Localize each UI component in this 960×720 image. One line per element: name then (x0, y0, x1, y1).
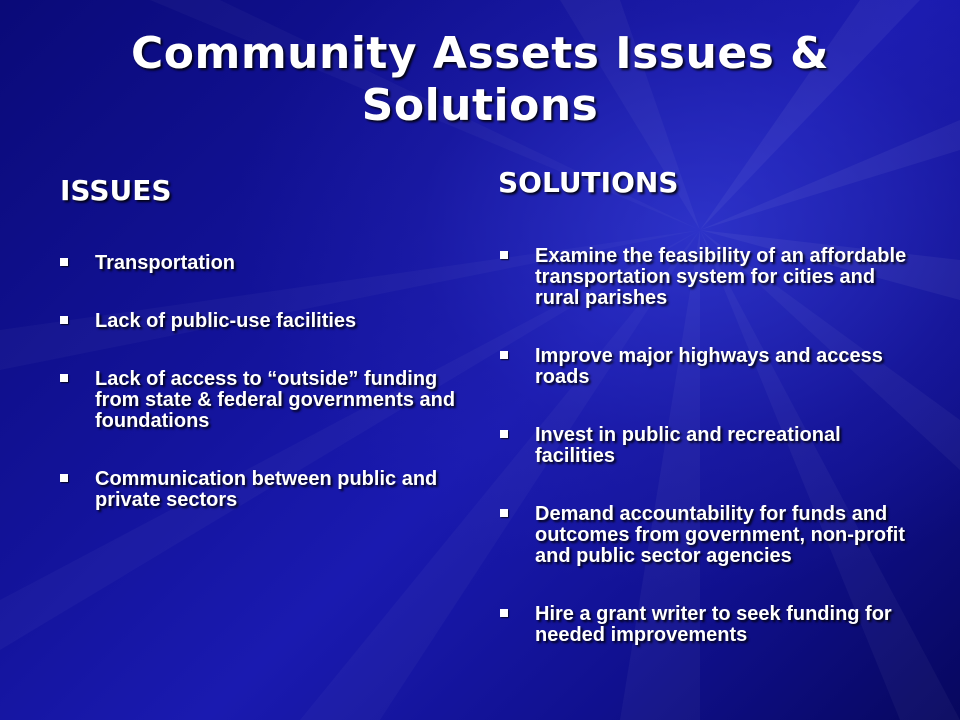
solutions-list-item (500, 425, 910, 467)
issues-list-item (60, 253, 460, 274)
square-bullet-icon (500, 351, 508, 359)
slide-title: Community Assets Issues & Solutions (130, 28, 830, 131)
solutions-item-label: Hire a grant writer to seek funding for needed improvements (535, 603, 892, 646)
solutions-heading: SOLUTIONS (498, 166, 679, 199)
issues-list-item (60, 469, 460, 511)
square-bullet-icon (500, 509, 508, 517)
issues-item-label: Transportation (95, 252, 236, 274)
issues-item-label: Communication between public and private sectors (95, 468, 438, 511)
solutions-list (500, 246, 910, 683)
solutions-item-label: Examine the feasibility of an affordable transportation system for cities and rural parishes (535, 245, 907, 309)
square-bullet-icon (60, 316, 68, 324)
solutions-item-label: Demand accountability for funds and outcomes from government, non-profit and public sector agencies (535, 503, 905, 567)
issues-heading: ISSUES (60, 174, 172, 207)
solutions-item-label: Invest in public and recreational facilities (535, 424, 841, 467)
square-bullet-icon (500, 430, 508, 438)
solutions-item-label: Improve major highways and access roads (535, 345, 883, 388)
issues-list-item (60, 311, 460, 332)
square-bullet-icon (60, 474, 68, 482)
issues-item-label: Lack of public-use facilities (95, 310, 357, 332)
square-bullet-icon (60, 258, 68, 266)
solutions-list-item (500, 604, 910, 646)
issues-list-item (60, 369, 460, 432)
solutions-list-item (500, 504, 910, 567)
issues-list (60, 253, 460, 548)
solutions-list-item (500, 246, 910, 309)
solutions-list-item (500, 346, 910, 388)
square-bullet-icon (500, 609, 508, 617)
square-bullet-icon (60, 374, 68, 382)
square-bullet-icon (500, 251, 508, 259)
issues-item-label: Lack of access to “outside” funding from state & federal governments and foundations (95, 368, 456, 432)
